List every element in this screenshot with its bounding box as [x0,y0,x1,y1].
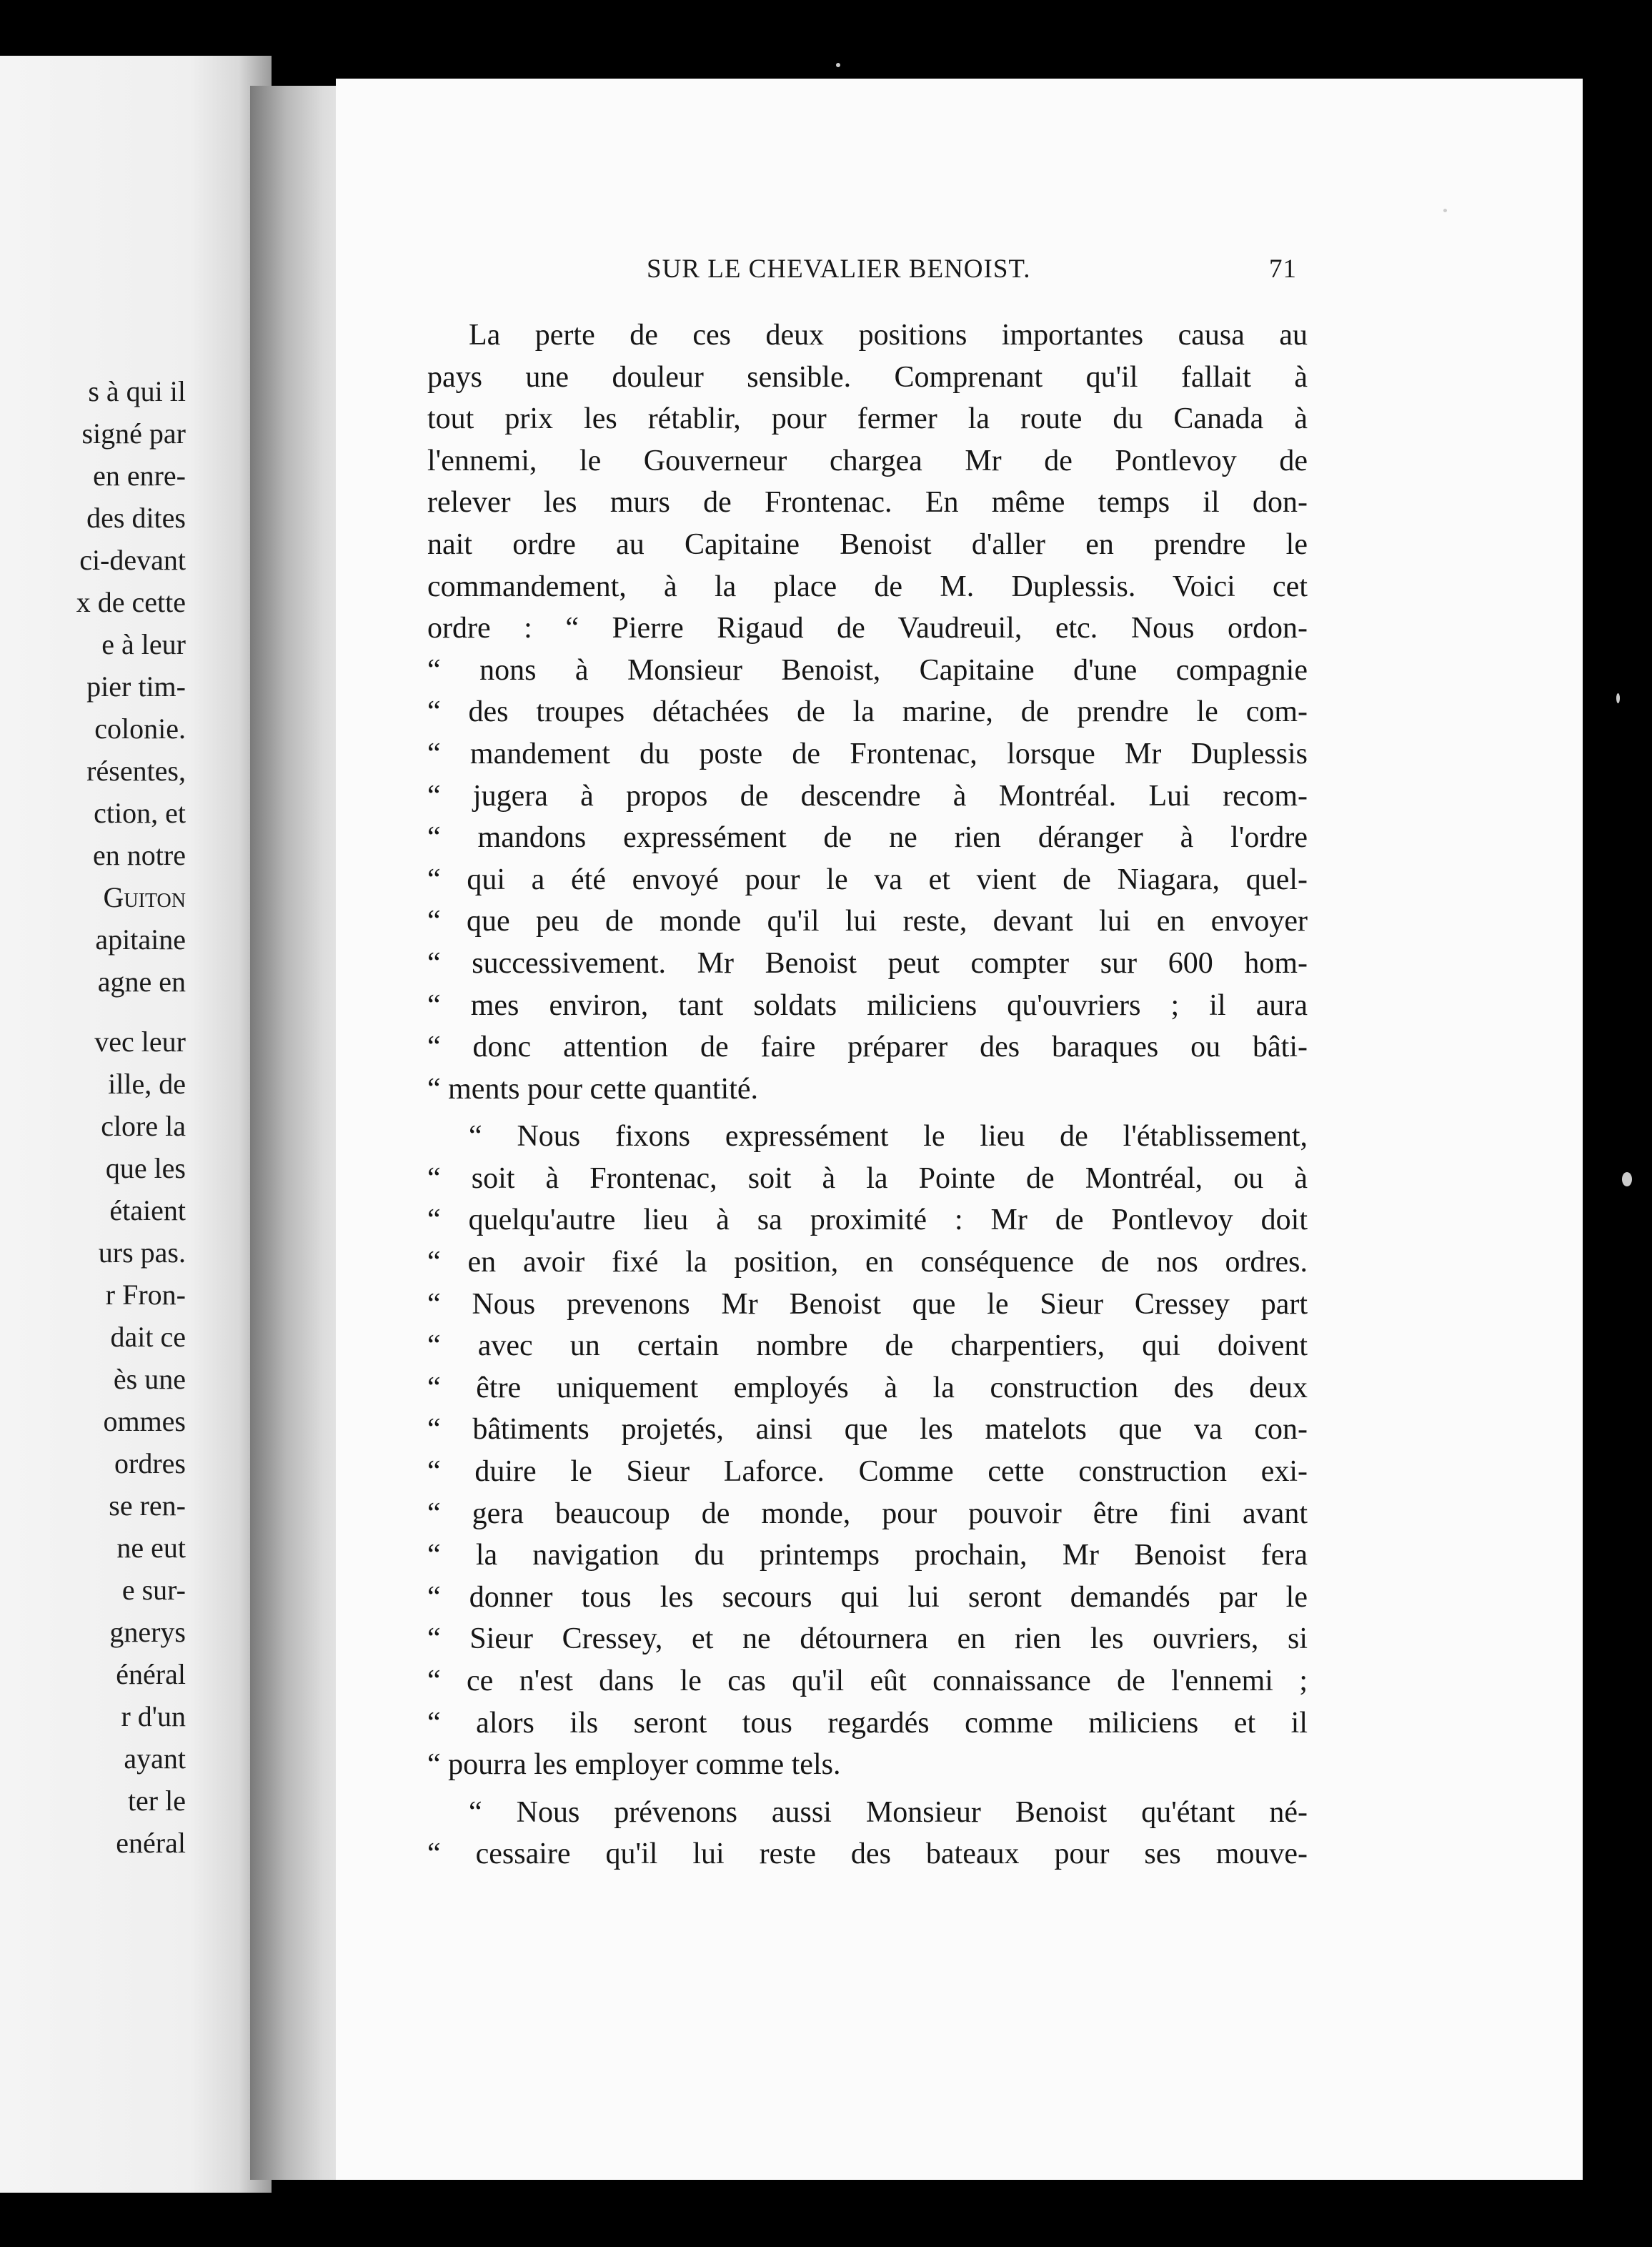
body-line: “ Sieur Cressey, et ne détournera en rien les ouvriers, si [427,1622,1308,1656]
left-page-line: énéral [116,1658,186,1690]
left-page-line: colonie. [94,713,186,745]
body-line: “ avec un certain nombre de charpentiers, qui doivent [427,1329,1308,1363]
body-line: pays une douleur sensible. Comprenant qu'il fallait à [427,360,1308,394]
dust-speck [1622,1172,1632,1186]
dust-speck [1616,693,1620,703]
body-line: nait ordre au Capitaine Benoist d'aller en prendre le [427,527,1308,561]
left-page-line: clore la [101,1110,186,1142]
body-line: relever les murs de Frontenac. En même temps il don- [427,486,1308,520]
left-page-line: pier tim- [86,670,186,703]
body-line: “ des troupes détachées de la marine, de prendre le com- [427,695,1308,729]
body-line: “ pourra les employer comme tels. [427,1748,841,1782]
left-page-line: enéral [116,1827,186,1859]
body-line: “ quelqu'autre lieu à sa proximité : Mr de Pontlevoy doit [427,1204,1308,1237]
body-line: “ successivement. Mr Benoist peut compter sur 600 hom- [427,946,1308,980]
left-page-line: ille, de [108,1068,186,1100]
body-line: “ mandement du poste de Frontenac, lorsque Mr Duplessis [427,737,1308,770]
left-page-line: agne en [97,966,186,998]
body-line: “ nons à Monsieur Benoist, Capitaine d'une compagnie [427,653,1308,687]
body-line: “ mes environ, tant soldats miliciens qu'ouvriers ; il aura [427,988,1308,1022]
body-line: “ cessaire qu'il lui reste des bateaux pour ses mouve- [427,1837,1308,1871]
page-number: 71 [1269,254,1297,284]
body-line: “ qui a été envoyé pour le va et vient de Niagara, quel- [427,863,1308,896]
body-line: “ que peu de monde qu'il lui reste, devant lui en envoyer [427,905,1308,938]
running-head-title: SUR LE CHEVALIER BENOIST. [647,254,1031,284]
left-page-line: ne eut [116,1532,186,1564]
body-line: “ mandons expressément de ne rien déranger à l'ordre [427,821,1308,855]
body-line: “ la navigation du printemps prochain, Mr Benoist fera [427,1539,1308,1572]
left-page-line: ès une [113,1363,186,1395]
body-line: “ en avoir fixé la position, en conséquence de nos ordres. [427,1246,1308,1279]
dust-speck [836,63,840,67]
left-page-line: apitaine [95,923,186,956]
body-line: “ être uniquement employés à la construction des deux [427,1371,1308,1404]
left-page-line: vec leur [94,1026,186,1058]
left-page-line: signé par [81,417,186,450]
left-page-line: dait ce [110,1321,186,1353]
body-line: “ soit à Frontenac, soit à la Pointe de Montréal, ou à [427,1161,1308,1195]
left-page-line: Guiton [103,881,186,913]
left-page-line: ommes [103,1405,186,1437]
left-page-line: ction, et [94,797,186,829]
left-page-line: gnerys [109,1616,186,1648]
body-line: “ gera beaucoup de monde, pour pouvoir être fini avant [427,1497,1308,1530]
left-page-line: que les [105,1152,186,1184]
body-line: “ bâtiments projetés, ainsi que les matelots que va con- [427,1413,1308,1447]
left-page-line: s à qui il [88,375,186,407]
left-page-text [0,370,186,1864]
left-page-line: étaient [109,1194,186,1226]
body-line: “ Nous fixons expressément le lieu de l'établissement, [469,1120,1308,1154]
left-page-line: ordres [114,1447,186,1479]
left-page-line: ci-devant [79,544,186,576]
body-line: tout prix les rétablir, pour fermer la route du Canada à [427,402,1308,436]
body-line: l'ennemi, le Gouverneur chargea Mr de Pontlevoy de [427,444,1308,477]
running-head [647,254,1325,289]
body-line: “ alors ils seront tous regardés comme miliciens et il [427,1706,1308,1740]
left-page-line: résentes, [86,755,186,787]
left-page-line: r Fron- [105,1279,186,1311]
left-page-line: urs pas. [98,1236,186,1269]
dust-speck [1443,209,1447,212]
left-page-line: e sur- [121,1574,186,1606]
left-page-line: ter le [127,1785,186,1817]
left-page-line: en enre- [93,460,186,492]
body-line: “ duire le Sieur Laforce. Comme cette construction exi- [427,1455,1308,1489]
body-line: La perte de ces deux positions importantes causa au [469,319,1308,352]
body-line: commandement, à la place de M. Duplessis. Voici cet [427,570,1308,603]
left-page-line: e à leur [101,628,186,660]
left-page [0,56,272,2193]
body-line: “ Nous prévenons aussi Monsieur Benoist qu'étant né- [469,1795,1308,1829]
left-page-line [0,1003,186,1021]
body-line: “ Nous prevenons Mr Benoist que le Sieur Cressey part [427,1287,1308,1321]
body-text [427,314,1308,1875]
body-line: “ ce n'est dans le cas qu'il eût connaissance de l'ennemi ; [427,1665,1308,1697]
body-line: “ donc attention de faire préparer des baraques ou bâti- [427,1031,1308,1064]
body-line: “ donner tous les secours qui lui seront demandés par le [427,1580,1308,1614]
left-page-line: des dites [86,502,186,534]
body-line: “ jugera à propos de descendre à Montréal. Lui recom- [427,779,1308,813]
left-page-line: x de cette [76,586,186,618]
left-page-line: se ren- [109,1489,186,1522]
left-page-line: r d'un [121,1700,186,1732]
body-line: ordre : “ Pierre Rigaud de Vaudreuil, etc. Nous ordon- [427,612,1308,645]
left-page-line: en notre [93,839,186,871]
body-line: “ ments pour cette quantité. [427,1072,759,1106]
left-page-line: ayant [124,1742,186,1775]
